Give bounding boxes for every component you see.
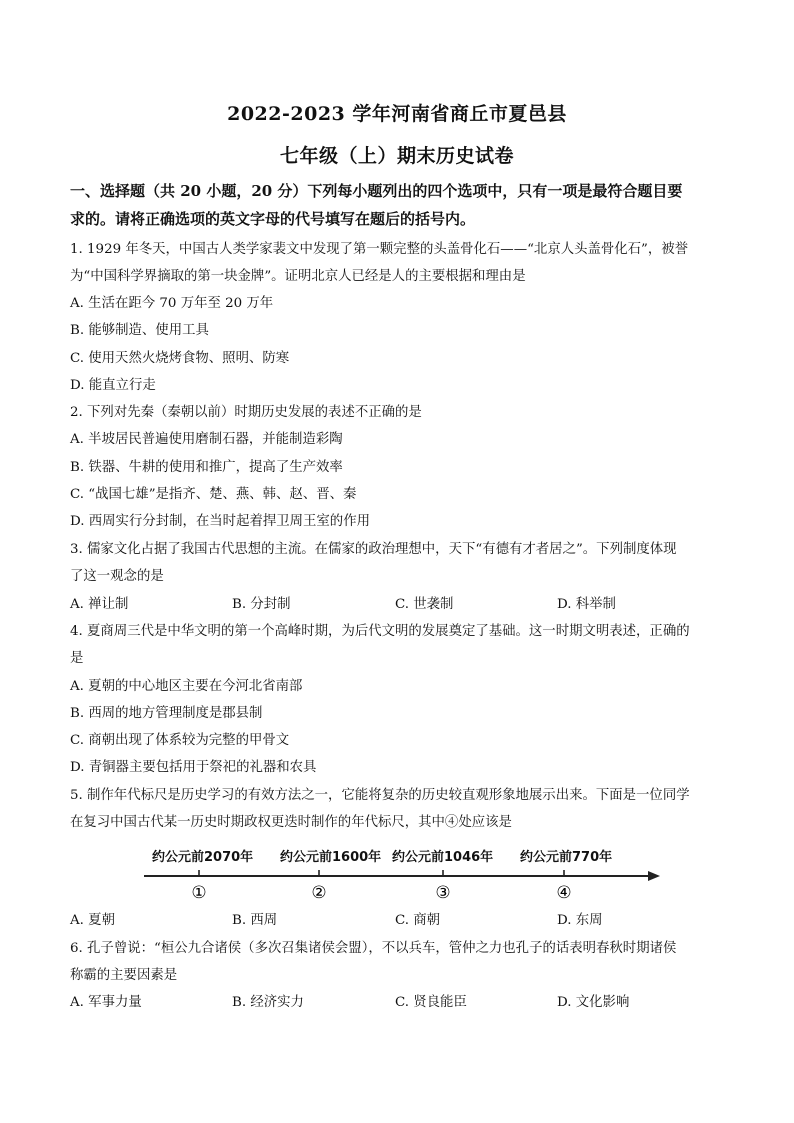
timeline-ruler bbox=[130, 838, 670, 904]
timeline-label-4: 约公元前770年 bbox=[520, 850, 613, 865]
q5-option-d: D. 东周 bbox=[557, 913, 603, 928]
q6-stem-line2: 称霸的主要因素是 bbox=[70, 968, 178, 983]
q1-stem-line1: 1. 1929 年冬天，中国古人类学家裴文中发现了第一颗完整的头盖骨化石——“北京人头盖骨化石”，被誉 bbox=[70, 242, 689, 257]
q4-stem-line2: 是 bbox=[70, 651, 84, 666]
exam-title-line2: 七年级（上）期末历史试卷 bbox=[279, 145, 514, 167]
q2-option-a: A. 半坡居民普遍使用磨制石器，并能制造彩陶 bbox=[70, 432, 343, 447]
q2-option-c: C. “战国七雄”是指齐、楚、燕、韩、赵、晋、秦 bbox=[70, 487, 357, 502]
q5-option-b: B. 西周 bbox=[232, 913, 278, 928]
timeline-label-2: 约公元前1600年 bbox=[280, 850, 382, 865]
q3-stem-line2: 了这一观念的是 bbox=[70, 569, 164, 584]
timeline-label-3: 约公元前1046年 bbox=[392, 850, 494, 865]
timeline-axis bbox=[130, 838, 670, 904]
timeline-mark-2: ② bbox=[311, 883, 327, 903]
q1-option-a: A. 生活在距今 70 万年至 20 万年 bbox=[70, 296, 274, 311]
q5-option-a: A. 夏朝 bbox=[70, 913, 115, 928]
q4-option-a: A. 夏朝的中心地区主要在今河北省南部 bbox=[70, 679, 303, 694]
q1-option-c: C. 使用天然火烧烤食物、照明、防寒 bbox=[70, 351, 290, 366]
q6-option-d: D. 文化影响 bbox=[557, 995, 630, 1010]
q2-option-d: D. 西周实行分封制，在当时起着捍卫周王室的作用 bbox=[70, 514, 370, 529]
q3-option-a: A. 禅让制 bbox=[70, 597, 129, 612]
q1-option-b: B. 能够制造、使用工具 bbox=[70, 323, 209, 338]
q3-option-d: D. 科举制 bbox=[557, 597, 616, 612]
q5-option-c: C. 商朝 bbox=[395, 913, 441, 928]
q2-stem-line1: 2. 下列对先秦（秦朝以前）时期历史发展的表述不正确的是 bbox=[70, 405, 422, 420]
exam-title-line1: 2022-2023 学年河南省商丘市夏邑县 bbox=[227, 103, 567, 125]
q3-stem-line1: 3. 儒家文化占据了我国古代思想的主流。在儒家的政治理想中，天下“有德有才者居之”。下列制度体现 bbox=[70, 542, 677, 557]
q3-option-b: B. 分封制 bbox=[232, 597, 291, 612]
q4-stem-line1: 4. 夏商周三代是中华文明的第一个高峰时期，为后代文明的发展奠定了基础。这一时期文明表述，正确的 bbox=[70, 624, 690, 639]
q4-option-c: C. 商朝出现了体系较为完整的甲骨文 bbox=[70, 733, 290, 748]
q6-stem-line1: 6. 孔子曾说：“桓公九合诸侯（多次召集诸侯会盟），不以兵车，管仲之力也孔子的话表明春秋时期诸侯 bbox=[70, 941, 677, 956]
timeline-label-1: 约公元前2070年 bbox=[152, 850, 254, 865]
q4-option-d: D. 青铜器主要包括用于祭祀的礼器和农具 bbox=[70, 760, 317, 775]
timeline-mark-3: ③ bbox=[435, 883, 451, 903]
q2-option-b: B. 铁器、牛耕的使用和推广，提高了生产效率 bbox=[70, 460, 343, 475]
timeline-mark-1: ① bbox=[191, 883, 207, 903]
q3-option-c: C. 世袭制 bbox=[395, 597, 454, 612]
q5-stem-line2: 在复习中国古代某一历史时期政权更迭时制作的年代标尺，其中④处应该是 bbox=[70, 815, 512, 830]
q1-stem-line2: 为“中国科学界摘取的第一块金牌”。证明北京人已经是人的主要根据和理由是 bbox=[70, 269, 526, 284]
section-instruction-line1: 一、选择题（共 20 小题，20 分）下列每小题列出的四个选项中，只有一项是最符合题目要 bbox=[70, 182, 683, 200]
q4-option-b: B. 西周的地方管理制度是郡县制 bbox=[70, 706, 263, 721]
q6-option-c: C. 贤良能臣 bbox=[395, 995, 467, 1010]
q6-option-b: B. 经济实力 bbox=[232, 995, 304, 1010]
q6-option-a: A. 军事力量 bbox=[70, 995, 142, 1010]
q5-stem-line1: 5. 制作年代标尺是历史学习的有效方法之一，它能将复杂的历史较直观形象地展示出来。下面是一位同学 bbox=[70, 788, 690, 803]
section-instruction-line2: 求的。请将正确选项的英文字母的代号填写在题后的括号内。 bbox=[70, 210, 476, 228]
timeline-mark-4: ④ bbox=[556, 883, 572, 903]
q1-option-d: D. 能直立行走 bbox=[70, 378, 156, 393]
